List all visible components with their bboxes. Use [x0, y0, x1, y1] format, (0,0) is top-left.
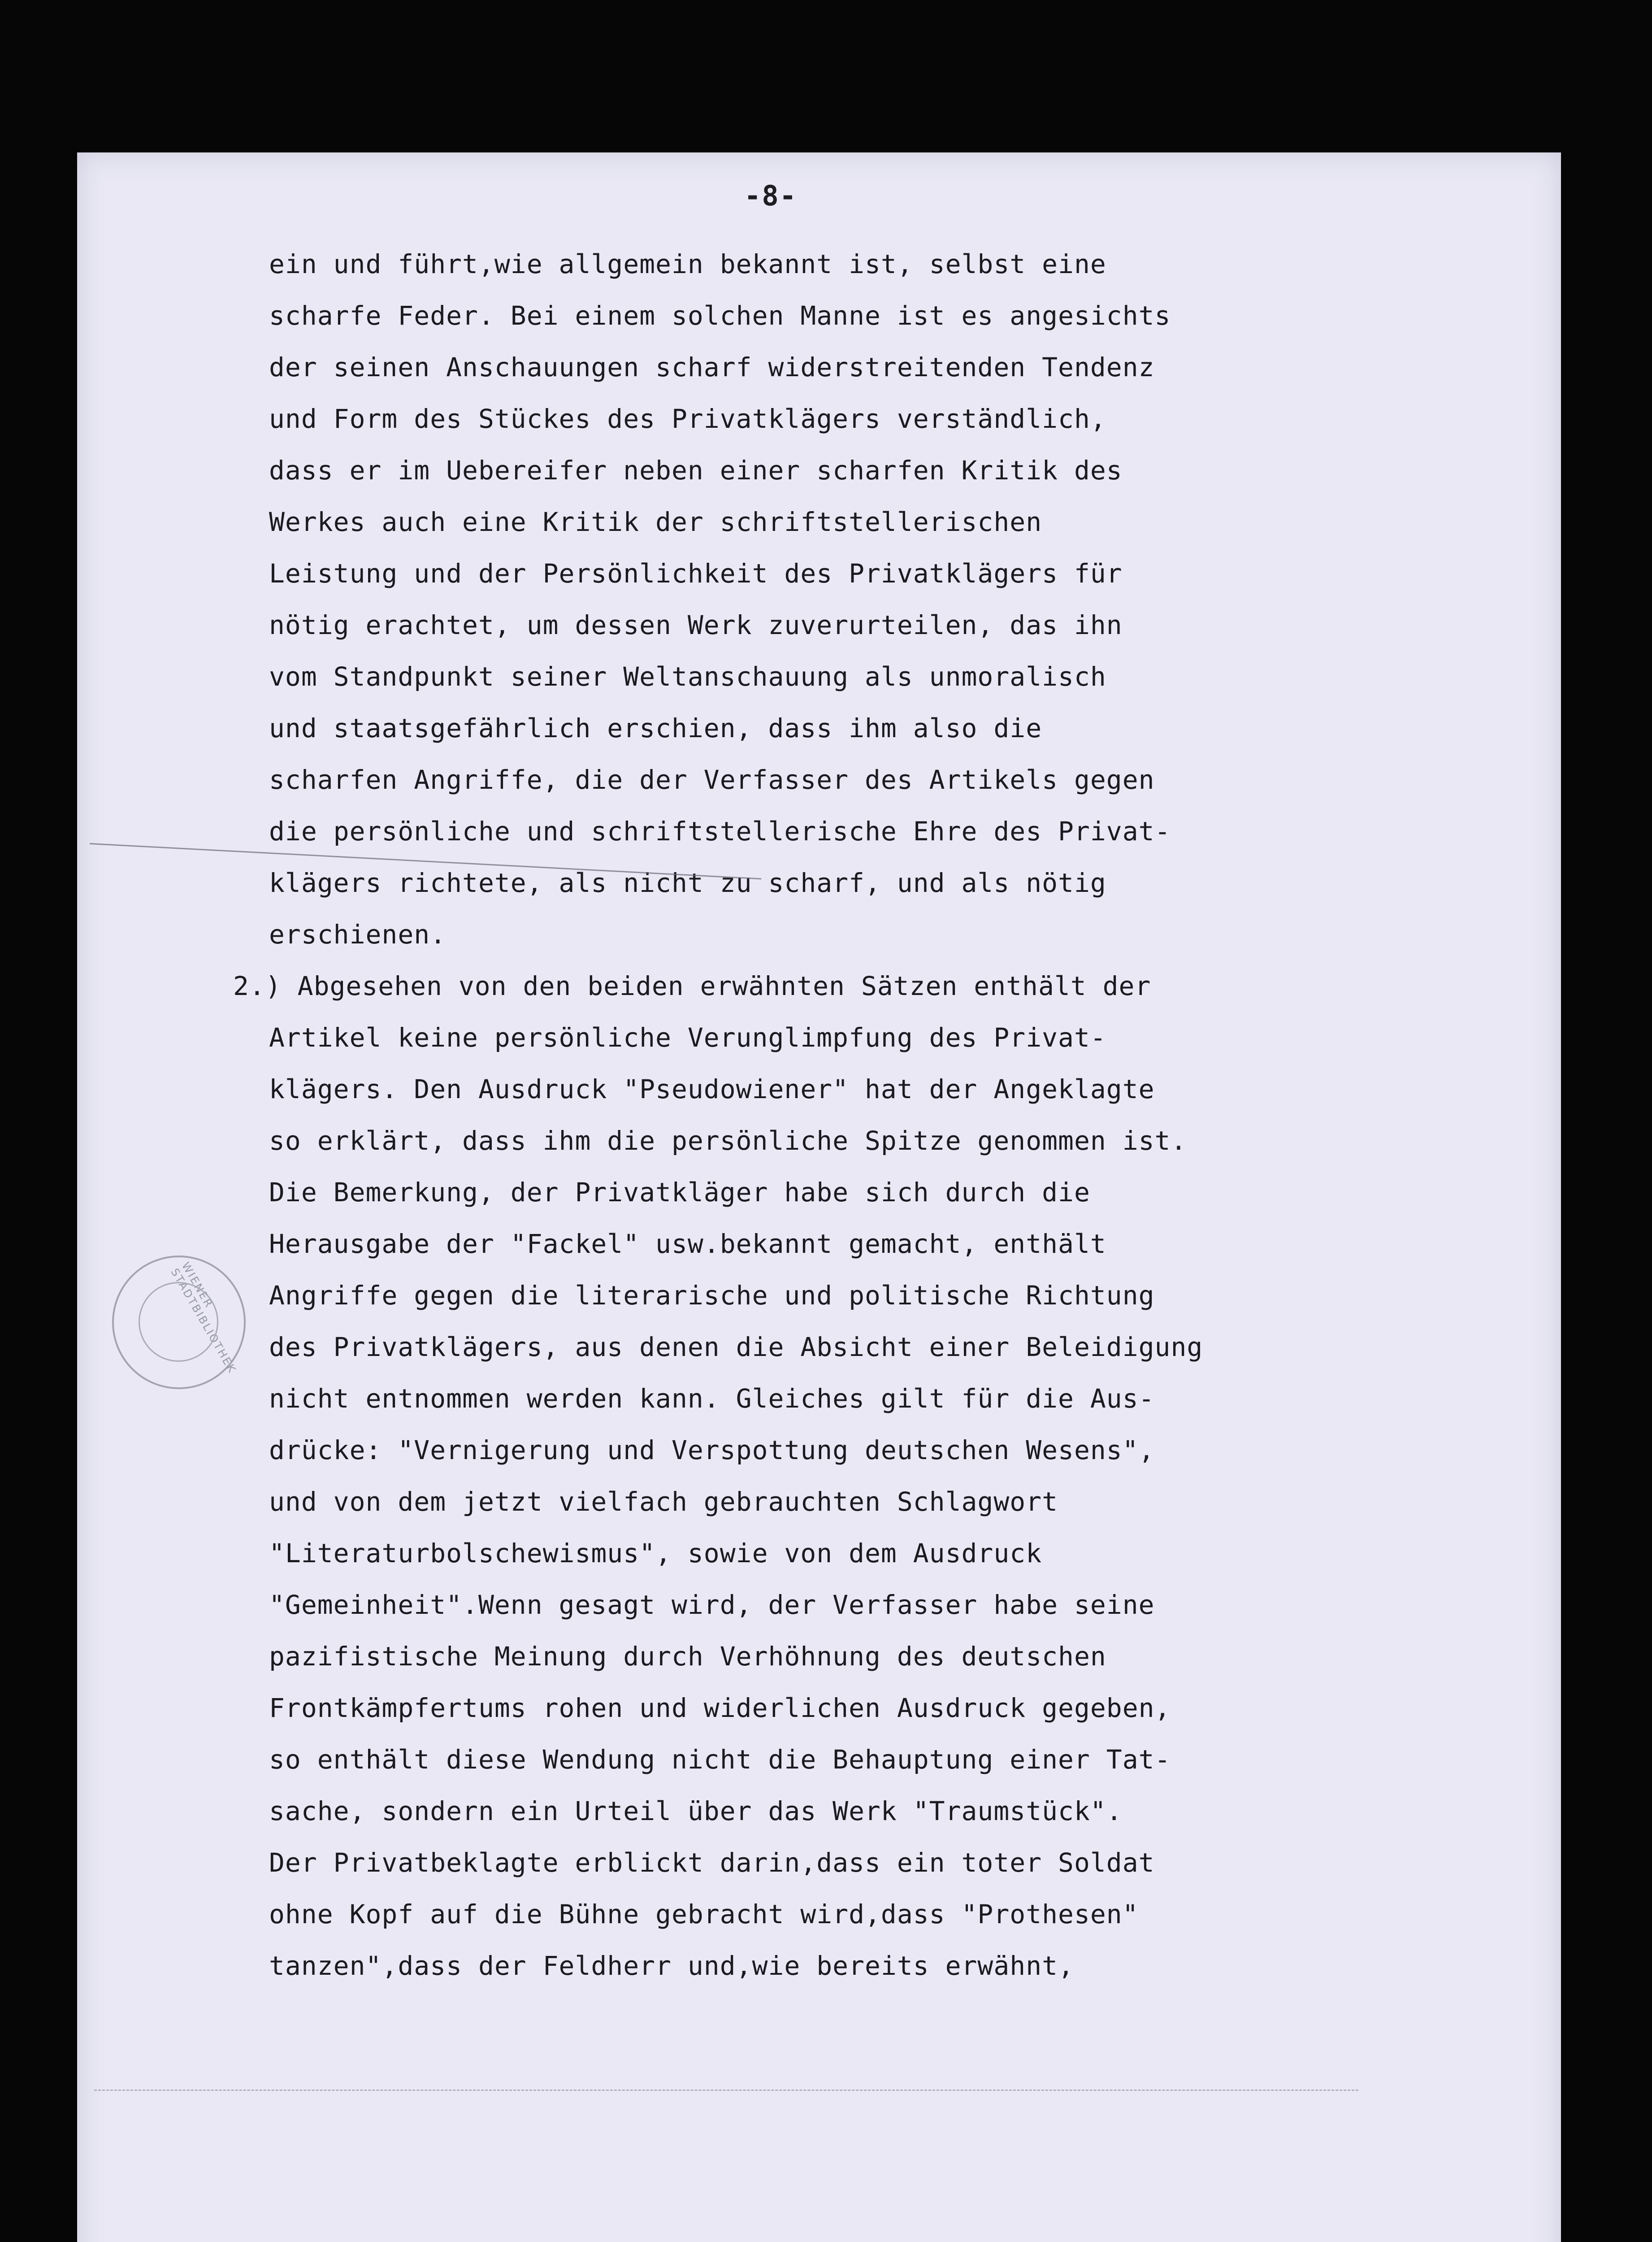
text-line: und Form des Stückes des Privatklägers verständlich,: [269, 404, 1106, 434]
text-line: drücke: "Vernigerung und Verspottung deutschen Wesens",: [269, 1435, 1155, 1465]
text-line: erschienen.: [269, 919, 447, 950]
text-line: scharfe Feder. Bei einem solchen Manne ist es angesichts: [269, 300, 1171, 331]
text-line: so erklärt, dass ihm die persönliche Spitze genommen ist.: [269, 1125, 1187, 1156]
text-line: vom Standpunkt seiner Weltanschauung als unmoralisch: [269, 661, 1106, 692]
stamp-text: WIENER STADTBIBLIOTHEK: [168, 1260, 239, 1376]
library-stamp-icon: [112, 1256, 246, 1389]
text-line: ohne Kopf auf die Bühne gebracht wird,dass "Prothesen": [269, 1899, 1139, 1929]
text-line: "Gemeinheit".Wenn gesagt wird, der Verfasser habe seine: [269, 1590, 1155, 1620]
text-line: so enthält diese Wendung nicht die Behauptung einer Tat-: [269, 1744, 1171, 1775]
text-line: Angriffe gegen die literarische und politische Richtung: [269, 1280, 1155, 1311]
text-line: Frontkämpfertums rohen und widerlichen Ausdruck gegeben,: [269, 1693, 1171, 1723]
text-line: tanzen",dass der Feldherr und,wie bereits erwähnt,: [269, 1951, 1074, 1981]
bottom-rule: [94, 2090, 1358, 2091]
text-line: der seinen Anschauungen scharf widerstreitenden Tendenz: [269, 352, 1155, 382]
text-line: klägers. Den Ausdruck "Pseudowiener" hat der Angeklagte: [269, 1074, 1155, 1104]
text-line: des Privatklägers, aus denen die Absicht einer Beleidigung: [269, 1332, 1203, 1362]
text-line: Artikel keine persönliche Verunglimpfung des Privat-: [269, 1022, 1106, 1053]
page-number: -8-: [744, 179, 797, 212]
text-line: dass er im Uebereifer neben einer scharfen Kritik des: [269, 455, 1123, 486]
text-line: pazifistische Meinung durch Verhöhnung des deutschen: [269, 1641, 1106, 1672]
text-line: und staatsgefährlich erschien, dass ihm also die: [269, 713, 1042, 743]
text-line: die persönliche und schriftstellerische Ehre des Privat-: [269, 816, 1171, 847]
text-line: nötig erachtet, um dessen Werk zuverurteilen, das ihn: [269, 610, 1123, 640]
text-line: Der Privatbeklagte erblickt darin,dass ein toter Soldat: [269, 1847, 1155, 1878]
text-line: Leistung und der Persönlichkeit des Privatklägers für: [269, 558, 1123, 589]
text-line: Werkes auch eine Kritik der schriftstellerischen: [269, 507, 1042, 537]
text-line: nicht entnommen werden kann. Gleiches gilt für die Aus-: [269, 1383, 1155, 1414]
text-line: 2.) Abgesehen von den beiden erwähnten Sätzen enthält der: [233, 971, 1151, 1001]
text-line: scharfen Angriffe, die der Verfasser des Artikels gegen: [269, 765, 1155, 795]
text-line: klägers richtete, als nicht zu scharf, und als nötig: [269, 868, 1106, 898]
text-line: "Literaturbolschewismus", sowie von dem Ausdruck: [269, 1538, 1042, 1569]
text-line: und von dem jetzt vielfach gebrauchten Schlagwort: [269, 1486, 1058, 1517]
text-line: Die Bemerkung, der Privatkläger habe sich durch die: [269, 1177, 1090, 1208]
text-line: ein und führt,wie allgemein bekannt ist, selbst eine: [269, 249, 1106, 279]
text-line: sache, sondern ein Urteil über das Werk "Traumstück".: [269, 1796, 1123, 1826]
text-line: Herausgabe der "Fackel" usw.bekannt gemacht, enthält: [269, 1229, 1106, 1259]
